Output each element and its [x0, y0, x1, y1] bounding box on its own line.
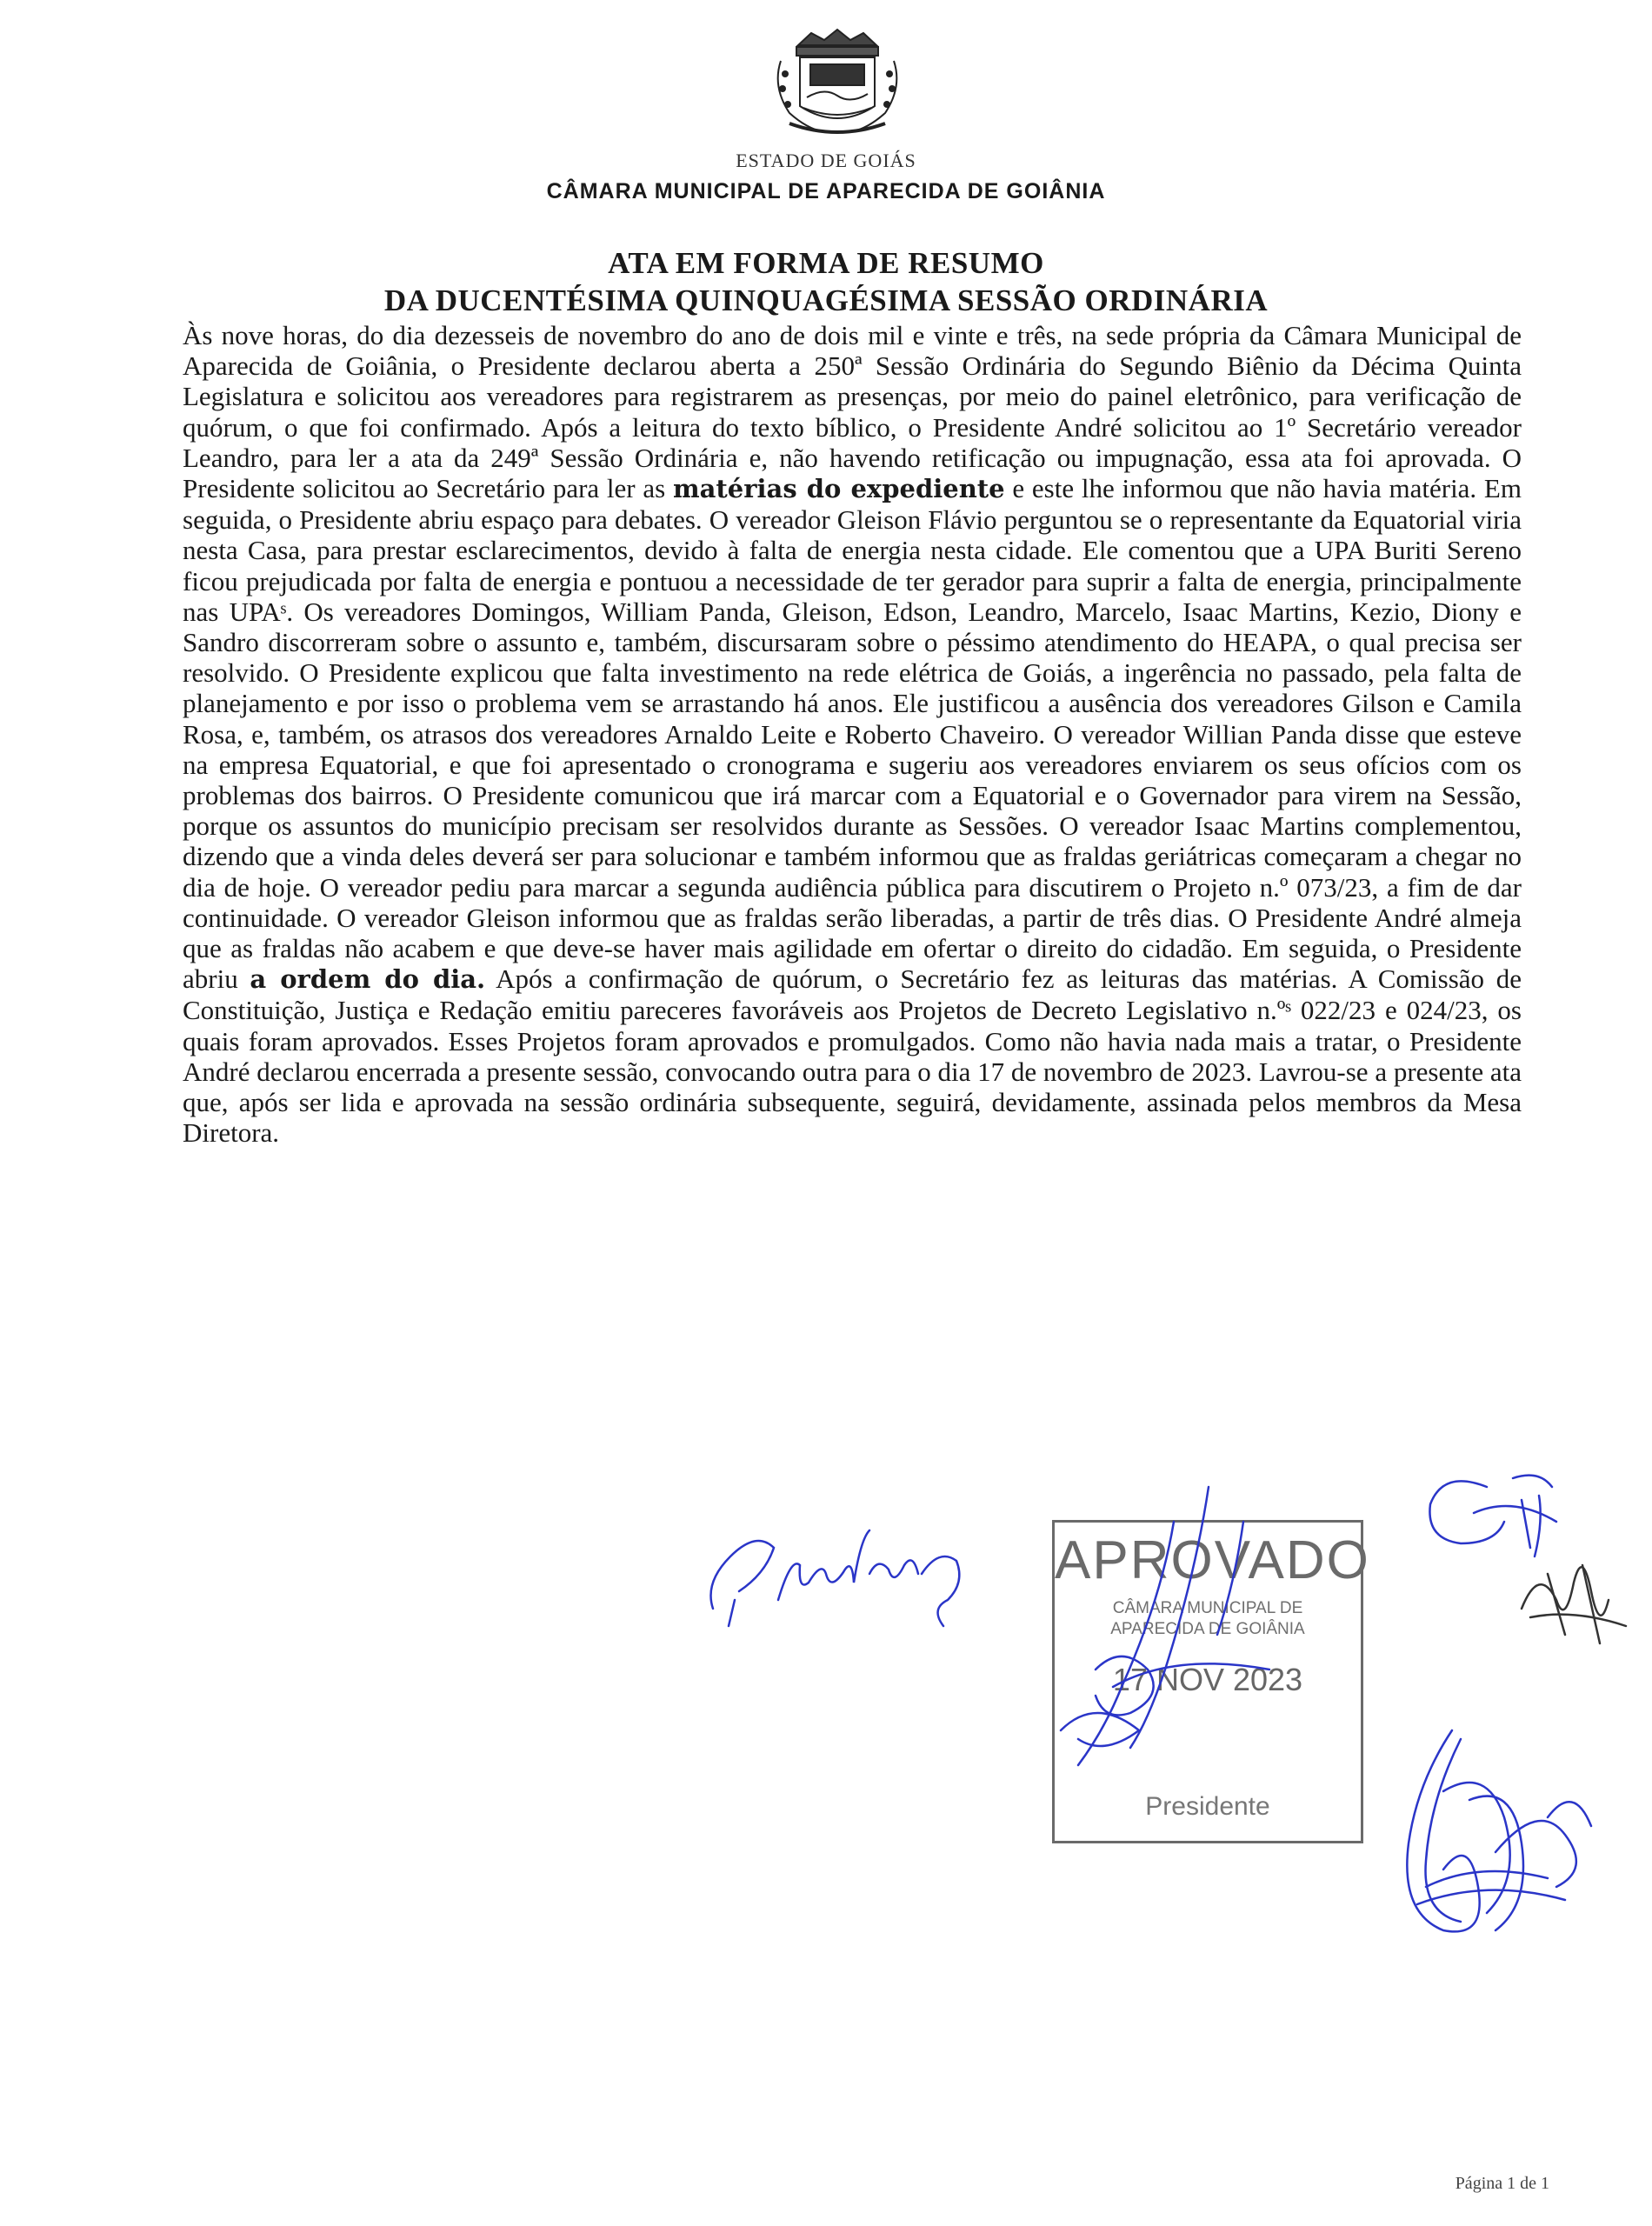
signature-member-3 — [1391, 1713, 1617, 1948]
body-paragraph-part3: Após a confirmação de quórum, o Secretário fez as leituras das matérias. A Comissão de Constituição, Justiça e Redação emitiu pareceres favoráveis aos Projetos de Decreto Legislativo n.ºˢ 022/23 e 024/23, os quais foram aprovados. Esses Projetos foram aprovados e promulgados. Como não havia nada mais a tratar, o Presidente André declarou encerrada a presente sessão, convocando outra para o dia 17 de novembro de 2023. Lavrou-se a presente ata que, após ser lida e aprovada na sessão ordinária subsequente, seguirá, devidamente, assinada pelos membros da Mesa Diretora. — [183, 963, 1522, 1149]
stamp-date: 17 NOV 2023 — [1112, 1662, 1303, 1697]
stamp-line1: CÂMARA MUNICIPAL DE — [1112, 1599, 1303, 1617]
stamp-title: APROVADO — [1055, 1530, 1370, 1590]
body-bold-expediente: matérias do expediente — [672, 474, 1005, 504]
body-paragraph-part1: Às nove horas, do dia dezesseis de novembro do ano de dois mil e vinte e três, na sede própria da Câmara Municipal de Aparecida de Goiânia, o Presidente declarou aberta a 250ª Sessão Ordinária do Segundo Biênio da Décima Quinta Legislatura e solicitou aos vereadores para registrarem as presenças, por meio do painel eletrônico, para verificação de quórum, o que foi confirmado. Após a leitura do texto bíblico, o Presidente André solicitou ao 1º Secretário vereador Leandro, para ler a ata da 249ª Sessão Ordinária e, não havendo retificação ou impugnação, essa ata foi aprovada. O Presidente solicitou ao Secretário para ler as — [183, 320, 1522, 504]
institution-name: CÂMARA MUNICIPAL DE APARECIDA DE GOIÂNIA — [546, 179, 1106, 203]
document-title-line2: DA DUCENTÉSIMA QUINQUAGÉSIMA SESSÃO ORDINÁRIA — [383, 283, 1269, 317]
signature-secretary — [696, 1478, 991, 1652]
document-title-line1: ATA EM FORMA DE RESUMO — [608, 246, 1044, 280]
signature-president — [1043, 1470, 1374, 1800]
signature-member-2 — [1504, 1513, 1635, 1670]
coat-of-arms-icon — [763, 26, 911, 143]
state-name: ESTADO DE GOIÁS — [736, 150, 916, 171]
stamp-line2: APARECIDA DE GOIÂNIA — [1110, 1620, 1305, 1638]
page-number: Página 1 de 1 — [1455, 2174, 1549, 2193]
minutes-body — [183, 320, 1522, 1148]
body-paragraph-part2: e este lhe informou que não havia matéria. Em seguida, o Presidente abriu espaço para debates. O vereador Gleison Flávio perguntou se o representante da Equatorial viria nesta Casa, para prestar esclarecimentos, devido à falta de energia nesta cidade. Ele comentou que a UPA Buriti Sereno ficou prejudicada por falta de energia e pontuou a necessidade de ter gerador para suprir a falta de energia, principalmente nas UPAˢ. Os vereadores Domingos, William Panda, Gleison, Edson, Leandro, Marcelo, Isaac Martins, Kezio, Diony e Sandro discorreram sobre o assunto e, também, discursaram sobre o péssimo atendimento do HEAPA, o qual precisa ser resolvido. O Presidente explicou que falta investimento na rede elétrica de Goiás, a ingerência no passado, pela falta de planejamento e por isso o problema vem se arrastando há anos. Ele justificou a ausência dos vereadores Gilson e Camila Rosa, e, também, os atrasos dos vereadores Arnaldo Leite e Roberto Chaveiro. O vereador Willian Panda disse que esteve na empresa Equatorial, e que foi apresentado o cronograma e sugeriu aos vereadores enviarem os seus ofícios com os problemas dos bairros. O Presidente comunicou que irá marcar com a Equatorial e o Governador para virem na Sessão, porque os assuntos do município precisam ser resolvidos durante as Sessões. O vereador Isaac Martins complementou, dizendo que a vinda deles deverá ser para solucionar e também informou que as fraldas geriátricas começaram a chegar no dia de hoje. O vereador pediu para marcar a segunda audiência pública para discutirem o Projeto n.º 073/23, a fim de dar continuidade. O vereador Gleison informou que as fraldas serão liberadas, a partir de três dias. O Presidente André almeja que as fraldas não acabem e que deve-se haver mais agilidade em ofertar o direito do cidadão. Em seguida, o Presidente abriu — [183, 473, 1522, 995]
stamp-role: Presidente — [1145, 1792, 1270, 1821]
body-bold-ordem-do-dia: a ordem do dia. — [250, 964, 486, 995]
